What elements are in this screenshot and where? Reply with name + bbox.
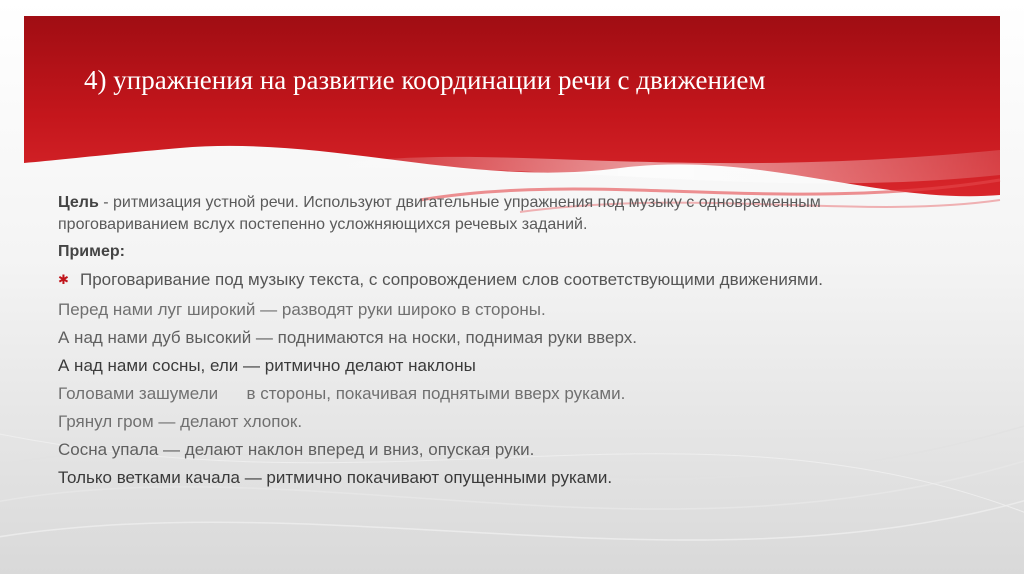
poem-line: Головами зашумели в стороны, покачивая поднятыми вверх руками.	[58, 384, 626, 403]
poem-line: А над нами дуб высокий — поднимаются на носки, поднимая руки вверх.	[58, 328, 637, 347]
goal-text: - ритмизация устной речи. Используют двигательные упражнения под музыку с одновременным проговариванием вслух постепенно усложняющихся речевых заданий.	[58, 194, 821, 233]
slide-title: 4) упражнения на развитие координации речи с движением	[84, 65, 766, 95]
asterisk-bullet-icon: ✱	[58, 272, 69, 287]
poem-line: Перед нами луг широкий — разводят руки широко в стороны.	[58, 300, 546, 319]
slide-body	[58, 192, 868, 492]
poem-line: Сосна упала — делают наклон вперед и вниз, опуская руки.	[58, 440, 535, 459]
goal-label: Цель	[58, 194, 99, 211]
goal-paragraph	[58, 192, 868, 236]
bullet-text: Проговаривание под музыку текста, с сопровождением слов соответствующими движениями.	[80, 270, 823, 289]
list-item	[58, 267, 868, 293]
example-label: Пример:	[58, 243, 125, 260]
poem-line: Только ветками качала — ритмично покачивают опущенными руками.	[58, 468, 613, 487]
poem-line: А над нами сосны, ели — ритмично делают наклоны	[58, 356, 476, 375]
poem-line: Грянул гром — делают хлопок.	[58, 412, 303, 431]
